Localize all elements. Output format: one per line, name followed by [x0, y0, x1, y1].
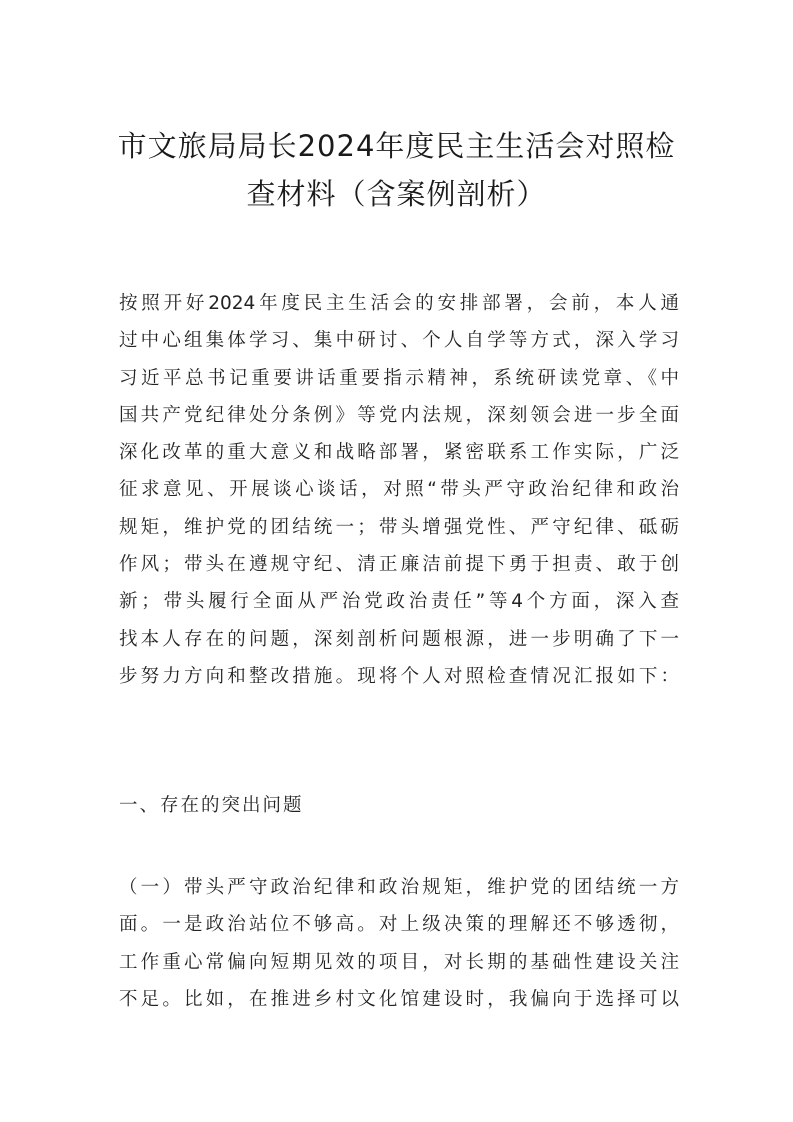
text-line: 过中心组集体学习、集中研讨、个人自学等方式，深入学习 [119, 330, 679, 352]
text-line: 作风；带头在遵规守纪、清正廉洁前提下勇于担责、敢于创 [119, 554, 679, 576]
text-line: 新；带头履行全面从严治党政治责任”等4个方面，深入查 [119, 591, 679, 613]
text-line: （一）带头严守政治纪律和政治规矩，维护党的团结统一方 [119, 877, 679, 898]
text-line: 征求意见、开展谈心谈话，对照“带头严守政治纪律和政治 [119, 479, 679, 501]
document-title [100, 122, 693, 218]
text-line: 按照开好2024年度民主生活会的安排部署，会前，本人通 [119, 293, 679, 314]
text-line: 深化改革的重大意义和战略部署，紧密联系工作实际，广泛 [119, 442, 679, 464]
intro-paragraph [119, 285, 679, 695]
title-line: 市文旅局局长2024年度民主生活会对照检 [117, 129, 676, 163]
title-line: 查材料（含案例剖析） [246, 177, 547, 211]
text-line: 国共产党纪律处分条例》等党内法规，深刻领会进一步全面 [119, 404, 679, 426]
text-line: 习近平总书记重要讲话重要指示精神，系统研读党章、《中 [119, 367, 679, 389]
section-heading: 一、存在的突出问题 [119, 795, 304, 816]
text-line: 不足。比如，在推进乡村文化馆建设时，我偏向于选择可以 [119, 988, 679, 1010]
text-line: 工作重心常偏向短期见效的项目，对长期的基础性建设关注 [119, 951, 679, 973]
text-line: 找本人存在的问题，深刻剖析问题根源，进一步明确了下一 [119, 628, 679, 650]
text-line: 规矩，维护党的团结统一；带头增强党性、严守纪律、砥砺 [119, 516, 679, 538]
text-line: 步努力方向和整改措施。现将个人对照检查情况汇报如下： [119, 665, 679, 687]
text-line: 面。一是政治站位不够高。对上级决策的理解还不够透彻， [119, 914, 679, 936]
section-paragraph [119, 869, 679, 1018]
